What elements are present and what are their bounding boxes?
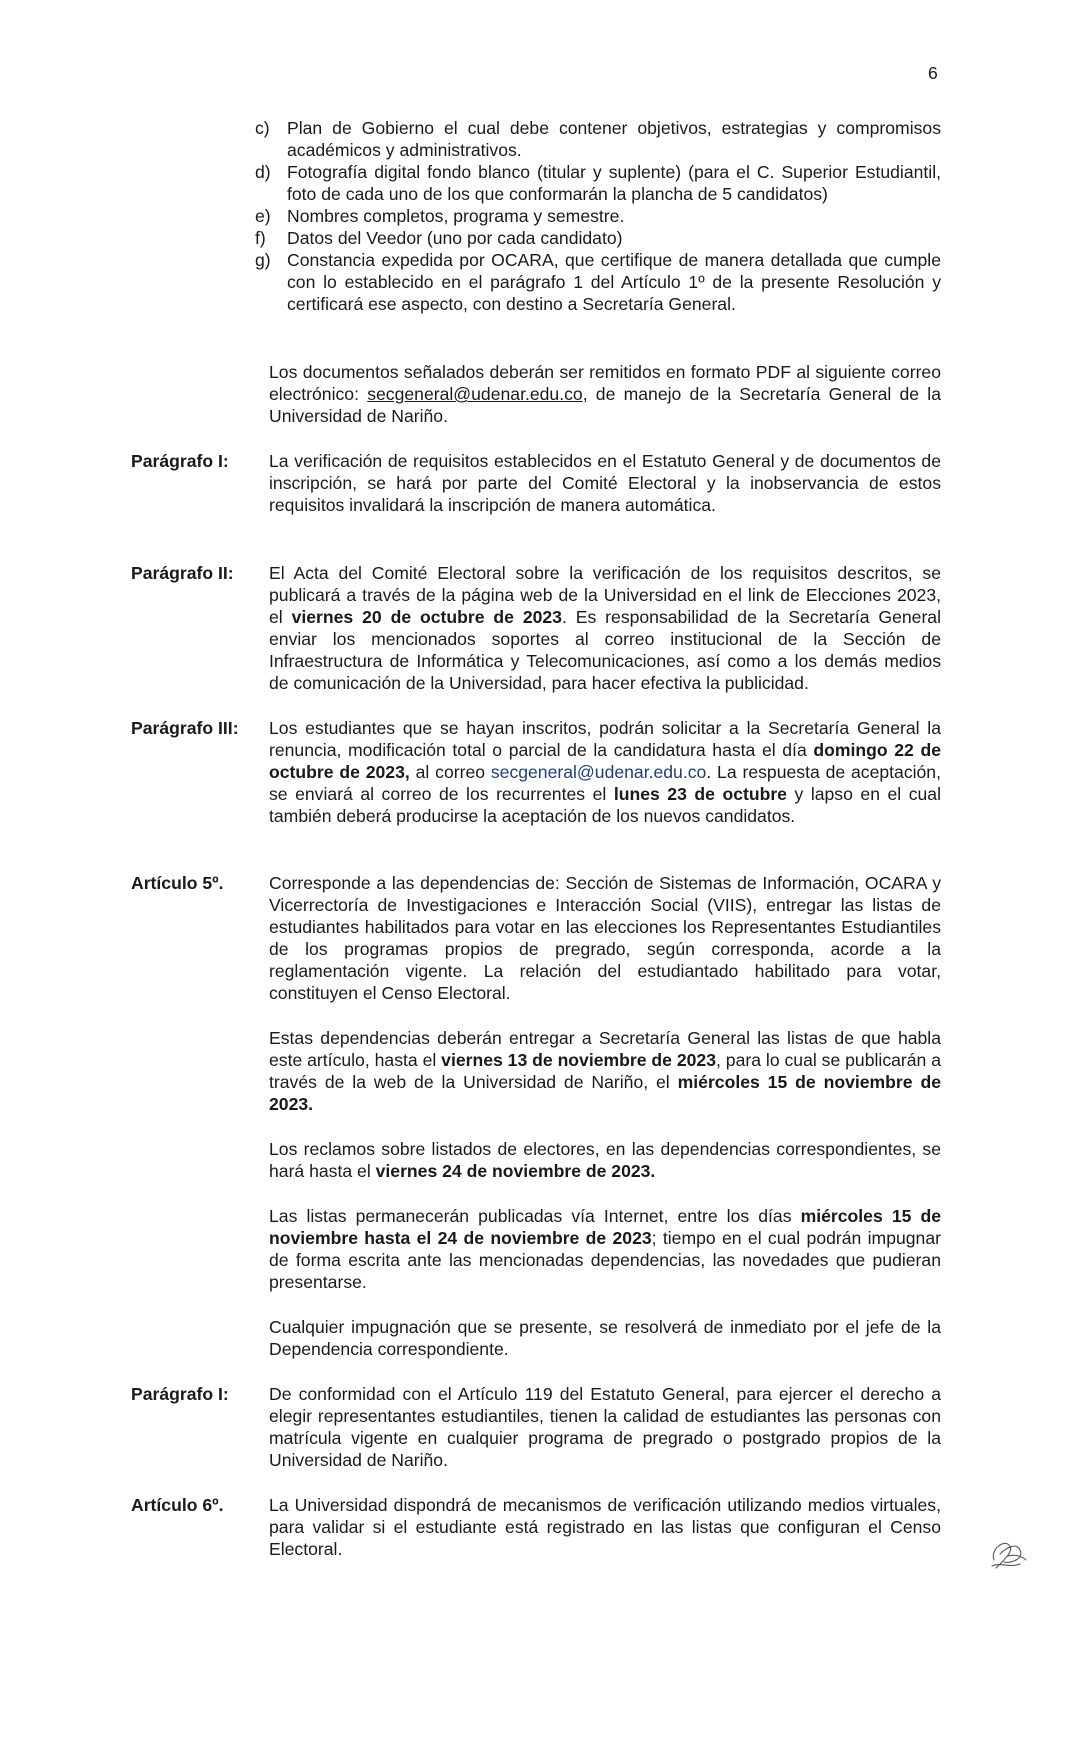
articulo-5-paragraph: Estas dependencias deberán entregar a Secretaría General las listas de que habla este artículo, hasta el viernes 13 de noviembre de 2023, para lo cual se publicarán a través de la web de la Universidad de Nariño, el miércoles 15 de noviembre de 2023. [269, 1028, 942, 1114]
list-text: Plan de Gobierno el cual debe contener objetivos, estrategias y compromisos académicos y administrativos. [287, 118, 941, 160]
page-number: 6 [928, 63, 938, 83]
list-text: Nombres completos, programa y semestre. [287, 206, 625, 226]
articulo-5-paragraph: Los reclamos sobre listados de electores, en las dependencias correspondientes, se hará hasta el viernes 24 de noviembre de 2023. [269, 1139, 941, 1181]
documents-paragraph: Los documentos señalados deberán ser remitidos en formato PDF al siguiente correo electrónico: secgeneral@udenar.edu.co, de manejo de la Secretaría General de la Universidad de Nariño. [269, 362, 942, 426]
paragrafo-1-second [131, 1383, 941, 1471]
section-label: Parágrafo II: [131, 563, 234, 583]
list-item [255, 227, 941, 249]
list-marker: e) [255, 206, 271, 226]
list-item [255, 205, 941, 227]
email-link[interactable]: secgeneral@udenar.edu.co [490, 762, 707, 782]
section-text: De conformidad con el Artículo 119 del Estatuto General, para ejercer el derecho a elegir representantes estudiantiles, tienen la calidad de estudiantes las personas con matrícula vigente en cualquier programa de pregrado o postgrado propios de la Universidad de Nariño. [269, 1384, 941, 1470]
articulo-5-paragraph: Las listas permanecerán publicadas vía Internet, entre los días miércoles 15 de noviembre hasta el 24 de noviembre de 2023; tiempo en el cual podrán impugnar de forma escrita ante las mencionadas dependencias, las novedades que pudieran presentarse. [269, 1206, 942, 1292]
list-item [255, 161, 941, 205]
paragrafo-3 [131, 717, 941, 827]
paragrafo-1 [131, 450, 941, 516]
list-marker: c) [255, 118, 270, 138]
list-marker: g) [255, 250, 271, 270]
section-label: Artículo 5º. [131, 873, 224, 893]
section-text: Los estudiantes que se hayan inscritos, podrán solicitar a la Secretaría General la renuncia, modificación total o parcial de la candidatura hasta el día domingo 22 de octubre de 2023, al correo secgeneral@udenar.edu.co. La respuesta de aceptación, se enviará al correo de los recurrentes el lunes 23 de octubre y lapso en el cual también deberá producirse la aceptación de los nuevos candidatos. [269, 718, 941, 826]
list-text: Fotografía digital fondo blanco (titular y suplente) (para el C. Superior Estudiantil, foto de cada uno de los que conformarán la plancha de 5 candidatos) [287, 162, 941, 204]
email-link[interactable]: secgeneral@udenar.edu.co [367, 384, 583, 404]
list-text: Datos del Veedor (uno por cada candidato) [287, 228, 623, 248]
paragrafo-2 [131, 562, 941, 694]
requirements-list [255, 117, 941, 315]
list-marker: f) [255, 228, 266, 248]
section-label: Parágrafo III: [131, 718, 239, 738]
section-text: La verificación de requisitos establecidos en el Estatuto General y de documentos de inscripción, se hará por parte del Comité Electoral y la inobservancia de estos requisitos invalidará la inscripción de manera automática. [269, 451, 941, 515]
list-item [255, 117, 941, 161]
section-text: Corresponde a las dependencias de: Sección de Sistemas de Información, OCARA y Vicerrectoría de Investigaciones e Interacción Social (VIIS), entregar las listas de estudiantes habilitados para votar en las elecciones los Representantes Estudiantiles de los programas propios de pregrado, según corresponda, acorde a la reglamentación vigente. La relación del estudiantado habilitado para votar, constituyen el Censo Electoral. [269, 873, 941, 1003]
section-text: El Acta del Comité Electoral sobre la verificación de los requisitos descritos, se publicará a través de la página web de la Universidad en el link de Elecciones 2023, el viernes 20 de octubre de 2023. Es responsabilidad de la Secretaría General enviar los mencionados soportes al correo institucional de la Sección de Infraestructura de Informática y Telecomunicaciones, así como a los demás medios de comunicación de la Universidad, para hacer efectiva la publicidad. [269, 563, 941, 693]
section-label: Parágrafo I: [131, 1384, 229, 1404]
list-item [255, 249, 941, 315]
section-text: La Universidad dispondrá de mecanismos de verificación utilizando medios virtuales, para validar si el estudiante está registrado en las listas que configuran el Censo Electoral. [269, 1495, 941, 1559]
section-label: Parágrafo I: [131, 451, 229, 471]
list-marker: d) [255, 162, 271, 182]
section-label: Artículo 6º. [131, 1495, 224, 1515]
articulo-5 [131, 872, 941, 1004]
list-text: Constancia expedida por OCARA, que certifique de manera detallada que cumple con lo establecido en el parágrafo 1 del Artículo 1º de la presente Resolución y certificará ese aspecto, con destino a Secretaría General. [287, 250, 941, 314]
articulo-5-paragraph: Cualquier impugnación que se presente, se resolverá de inmediato por el jefe de la Dependencia correspondiente. [269, 1317, 941, 1359]
articulo-6 [131, 1494, 941, 1560]
signature-initials-icon [986, 1530, 1030, 1574]
